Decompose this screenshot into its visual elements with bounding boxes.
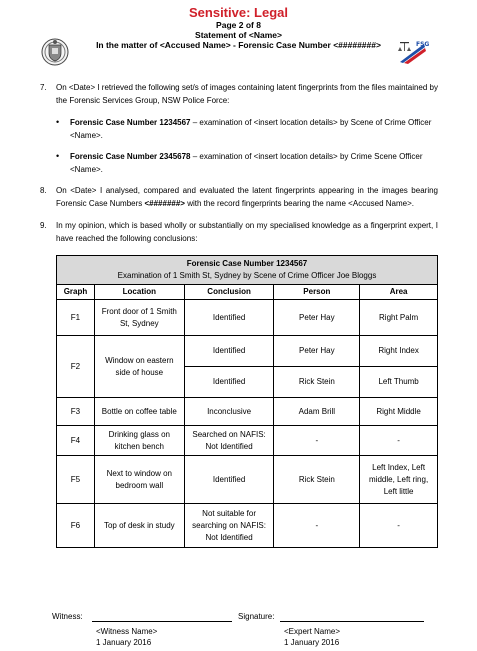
- svg-text:FSG: FSG: [416, 41, 430, 48]
- column-header-area: Area: [360, 285, 438, 300]
- conclusions-table: [56, 255, 438, 548]
- cell-area: -: [360, 426, 438, 456]
- table-row: [57, 398, 438, 426]
- cell-person: -: [274, 504, 360, 548]
- bullet-case-number: Forensic Case Number 2345678: [70, 152, 191, 161]
- paragraph-text: In my opinion, which is based wholly or substantially on my specialised knowledge as a fingerprint expert, I have reached the following conclusions:: [56, 221, 438, 243]
- bullet-item: [40, 116, 438, 142]
- paragraph-text: On <Date> I retrieved the following set/s of images containing latent fingerprints from the files maintained by the Forensic Services Group, NSW Police Force:: [56, 83, 438, 105]
- cell-conclusion: Identified: [184, 336, 274, 367]
- witness-name: <Witness Name>: [96, 627, 158, 636]
- classification-label: Sensitive: Legal: [189, 5, 288, 20]
- column-header-person: Person: [274, 285, 360, 300]
- bullet-case-number: Forensic Case Number 1234567: [70, 118, 191, 127]
- expert-signature-line: [280, 621, 424, 622]
- table-row: [57, 336, 438, 367]
- page-number: Page 2 of 8: [216, 20, 261, 30]
- cell-location: Bottle on coffee table: [94, 398, 184, 426]
- cell-conclusion: Not suitable for searching on NAFIS: Not Identified: [184, 504, 274, 548]
- cell-conclusion: Identified: [184, 367, 274, 398]
- cell-area: -: [360, 504, 438, 548]
- expert-name: <Expert Name>: [284, 627, 341, 636]
- cell-person: Peter Hay: [274, 300, 360, 336]
- column-header-graph: Graph: [57, 285, 95, 300]
- cell-person: Rick Stein: [274, 456, 360, 504]
- cell-location: Next to window on bedroom wall: [94, 456, 184, 504]
- forensic-services-logo-icon: [394, 38, 430, 66]
- statement-body: [40, 81, 438, 254]
- table-row: [57, 300, 438, 336]
- table-caption-row: [57, 256, 438, 285]
- bullet-icon: •: [56, 117, 60, 127]
- case-number-placeholder: <#######>: [144, 199, 185, 208]
- witness-label: Witness:: [52, 612, 83, 621]
- witness-signature-line: [92, 621, 232, 622]
- column-header-conclusion: Conclusion: [184, 285, 274, 300]
- cell-graph: F3: [57, 398, 95, 426]
- bullet-text: – examination of <insert location details> by Crime Scene Officer <Name>.: [70, 152, 423, 174]
- cell-area: Left Thumb: [360, 367, 438, 398]
- table-caption-title: Forensic Case Number 1234567: [186, 259, 308, 268]
- statement-title: Statement of <Name>: [195, 30, 282, 40]
- cell-location: Top of desk in study: [94, 504, 184, 548]
- paragraph-number: 7.: [40, 83, 47, 92]
- expert-date: 1 January 2016: [284, 638, 340, 647]
- bullet-text: – examination of <insert location details> by Scene of Crime Officer <Name>.: [70, 118, 432, 140]
- cell-location: Front door of 1 Smith St, Sydney: [94, 300, 184, 336]
- cell-area: Right Middle: [360, 398, 438, 426]
- bullet-item: [40, 150, 438, 176]
- cell-conclusion: Inconclusive: [184, 398, 274, 426]
- table-row: [57, 456, 438, 504]
- matter-line: In the matter of <Accused Name> - Forensic Case Number <########>: [96, 40, 381, 50]
- cell-person: Rick Stein: [274, 367, 360, 398]
- witness-date: 1 January 2016: [96, 638, 152, 647]
- signature-label: Signature:: [238, 612, 275, 621]
- table-caption: [57, 256, 438, 285]
- cell-area: Right Index: [360, 336, 438, 367]
- table-row: [57, 504, 438, 548]
- cell-person: Peter Hay: [274, 336, 360, 367]
- cell-conclusion: Identified: [184, 456, 274, 504]
- cell-conclusion: Searched on NAFIS: Not Identified: [184, 426, 274, 456]
- police-crest-icon: [41, 38, 69, 66]
- paragraph-text: On <Date> I analysed, compared and evaluated the latent fingerprints appearing in the images bearing Forensic Case Numbers: [56, 186, 438, 208]
- cell-location: Drinking glass on kitchen bench: [94, 426, 184, 456]
- cell-graph: F6: [57, 504, 95, 548]
- cell-conclusion: Identified: [184, 300, 274, 336]
- cell-person: -: [274, 426, 360, 456]
- cell-area: Right Palm: [360, 300, 438, 336]
- paragraph-7: [40, 81, 438, 107]
- table-row: [57, 426, 438, 456]
- cell-graph: F4: [57, 426, 95, 456]
- bullet-icon: •: [56, 151, 60, 161]
- cell-graph: F2: [57, 336, 95, 398]
- paragraph-8: [40, 184, 438, 210]
- paragraph-9: [40, 219, 438, 245]
- cell-graph: F1: [57, 300, 95, 336]
- column-header-location: Location: [94, 285, 184, 300]
- cell-location: Window on eastern side of house: [94, 336, 184, 398]
- table-header-row: [57, 285, 438, 300]
- cell-area: Left Index, Left middle, Left ring, Left little: [360, 456, 438, 504]
- cell-graph: F5: [57, 456, 95, 504]
- cell-person: Adam Brill: [274, 398, 360, 426]
- paragraph-text: with the record fingerprints bearing the name <Accused Name>.: [184, 199, 414, 208]
- paragraph-number: 9.: [40, 221, 47, 230]
- table-caption-subtitle: Examination of 1 Smith St, Sydney by Scene of Crime Officer Joe Bloggs: [117, 271, 377, 280]
- paragraph-number: 8.: [40, 186, 47, 195]
